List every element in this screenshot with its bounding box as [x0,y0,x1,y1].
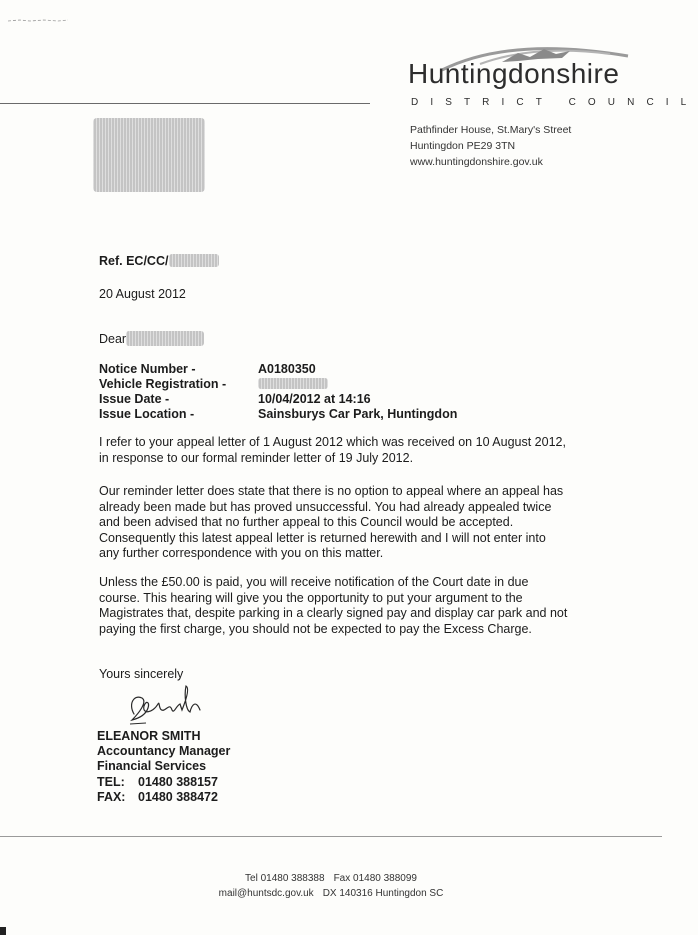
header-divider [0,103,370,104]
council-subtitle: DISTRICT COUNCIL [411,97,698,108]
footer-divider [0,836,662,837]
notice-label: Issue Location - [99,407,195,421]
fax-number: 01480 388472 [138,789,218,804]
redacted-reference [169,254,219,267]
body-paragraph: I refer to your appeal letter of 1 August 2012 which was received on 10 August 2012, in response to our formal reminder letter of 19 July 2012. [99,435,566,465]
issue-location: Sainsburys Car Park, Huntingdon [258,407,458,421]
address-line: Huntingdon PE29 3TN [410,140,516,152]
fax-label: FAX: [97,789,126,804]
body-paragraph: Our reminder letter does state that there is no option to appeal where an appeal has already been made but has proved unsuccessful. You had already appealed twice and been advised that no further appeal to this Council would be accepted. Consequently this latest appeal letter is returned herewith and I will not enter into any further correspondence with you on this matter. [99,484,564,560]
salutation: Dear [99,332,127,346]
redacted-recipient-address [93,118,205,192]
salutation-line [99,331,204,346]
issue-date: 10/04/2012 at 14:16 [258,392,371,406]
signatory-name: ELEANOR SMITH [97,729,201,743]
vehicle-registration-value [258,377,328,391]
signatory-department: Financial Services [97,759,207,774]
notice-row [99,377,226,392]
notice-row [99,407,458,422]
tel-row [97,775,230,790]
footer [0,871,662,901]
closing: Yours sincerely [99,667,184,681]
signatory-title: Accountancy Manager [97,744,231,759]
handwritten-signature [120,680,210,730]
notice-label: Issue Date - [99,392,170,406]
notice-number: A0180350 [258,362,316,376]
notice-details [99,362,458,422]
council-address [410,122,571,170]
footer-dx: DX 140316 Huntingdon SC [322,888,444,899]
tel-label: TEL: [97,774,125,789]
notice-row [99,362,316,377]
body-paragraph: Unless the £50.00 is paid, you will receive notification of the Court date in due course. This hearing will give you the opportunity to put your argument to the Magistrates that, despite parking in a clearly signed pay and display car park and not paying the first charge, you should not be expected to pay the Excess Charge. [99,575,568,636]
footer-fax: Fax 01480 388099 [333,873,417,884]
footer-tel: Tel 01480 388388 [245,873,325,884]
tel-number: 01480 388157 [138,774,218,789]
letter-date: 20 August 2012 [99,287,186,301]
reference-label: Ref. EC/CC/ [99,254,169,268]
notice-row [99,392,371,407]
notice-label: Vehicle Registration - [99,377,227,391]
scan-artifact-mark [8,18,68,24]
redacted-registration [258,378,328,389]
footer-email-link[interactable]: mail@huntsdc.gov.uk [218,888,314,899]
redacted-recipient-name [126,331,204,346]
signatory-block [97,729,230,805]
reference-line [99,254,219,268]
notice-label: Notice Number - [99,362,196,376]
council-website-link[interactable]: www.huntingdonshire.gov.uk [410,156,543,168]
council-name: Huntingdonshire [408,58,620,89]
scan-edge-mark [0,927,6,935]
address-line: Pathfinder House, St.Mary's Street [410,124,572,136]
fax-row [97,790,230,805]
